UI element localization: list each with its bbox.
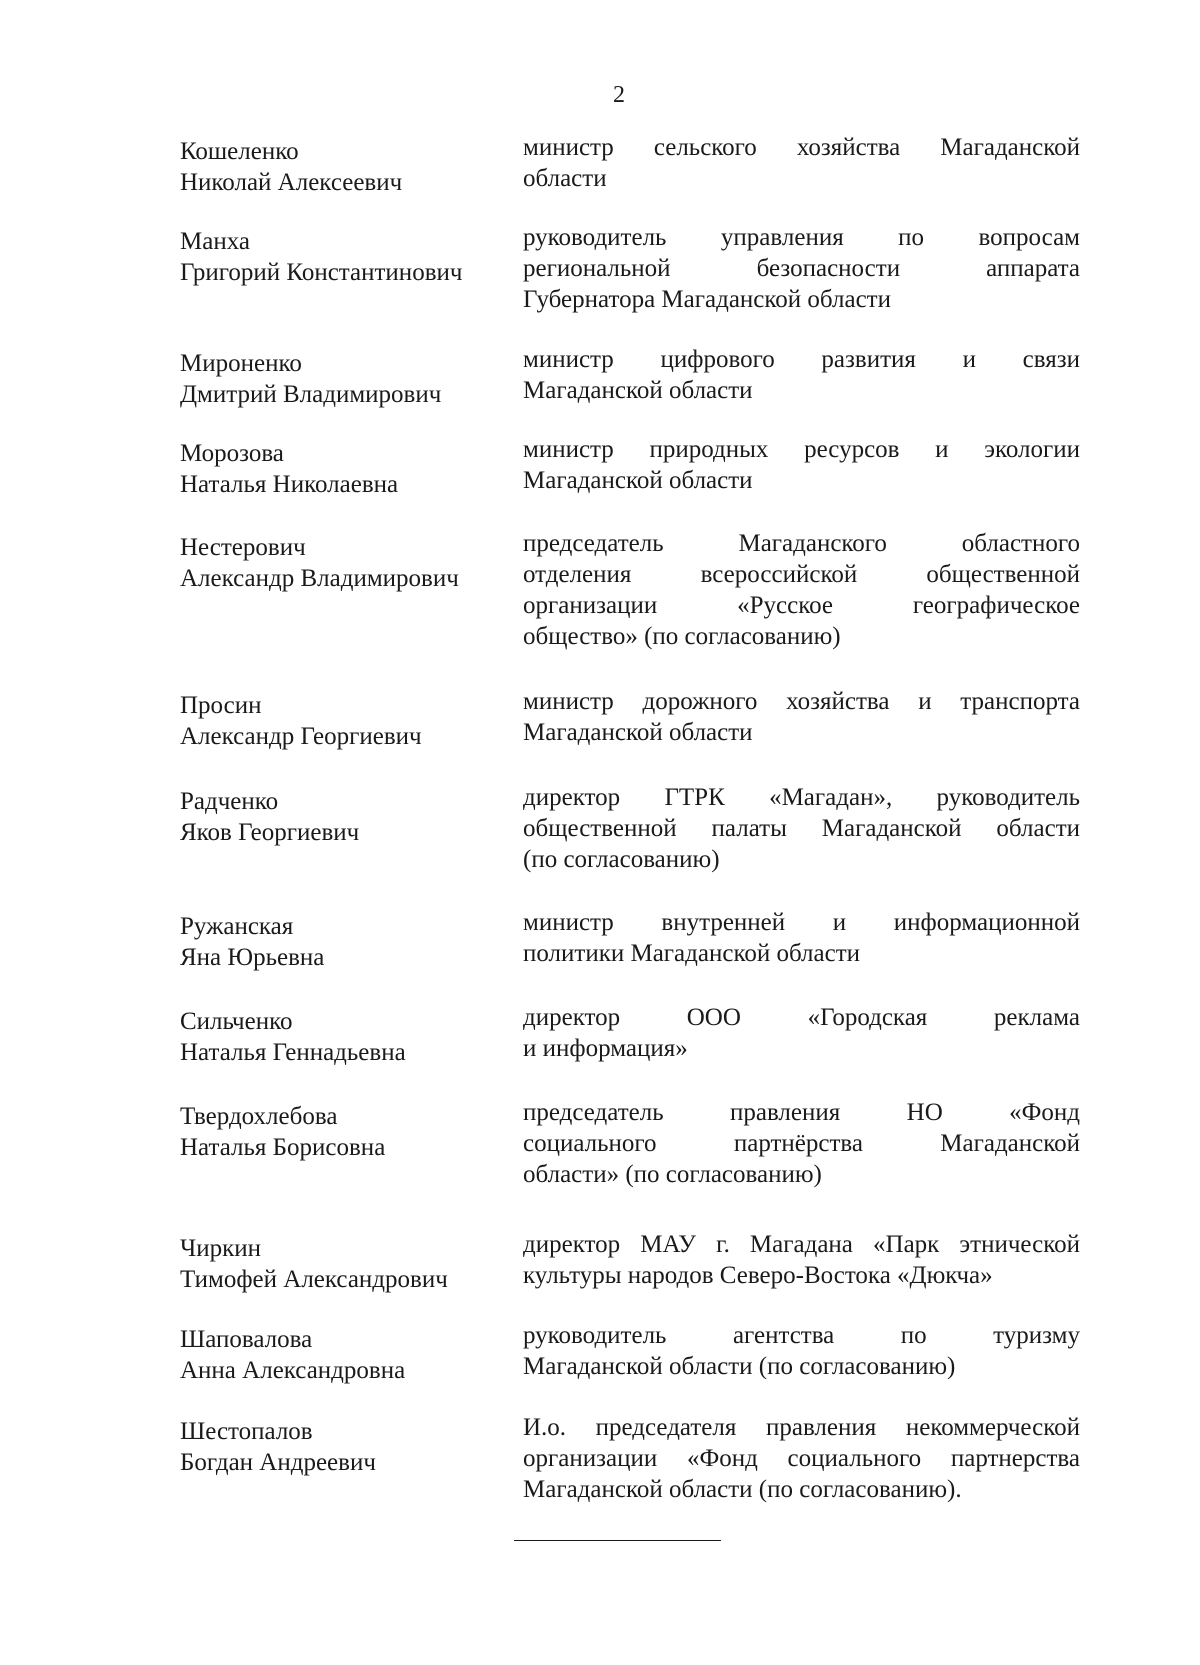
position-line: директор ООО «Городская реклама [523,1004,1080,1031]
member-position [523,528,1080,652]
position-line: министр природных ресурсов и экологии [523,436,1080,463]
member-position [523,1229,1080,1291]
member-surname: Морозова [180,440,284,467]
member-surname: Чиркин [180,1235,262,1262]
member-surname: Нестерович [180,534,306,561]
member-given-name: Тимофей Александрович [180,1266,448,1293]
member-given-name: Николай Алексеевич [180,169,403,196]
member-given-name: Наталья Геннадьевна [180,1039,406,1066]
member-position [523,344,1080,406]
member-surname: Мироненко [180,350,302,377]
position-line: Магаданской области (по согласованию). [523,1476,962,1503]
member-name [180,226,510,288]
member-position [523,1412,1080,1505]
member-position [523,434,1080,496]
member-name [180,532,510,594]
position-line: социального партнёрства Магаданской [523,1130,1080,1157]
page-number: 2 [613,82,625,108]
member-name [180,348,510,410]
member-name [180,690,510,752]
position-line: Магаданской области (по согласованию) [523,1353,956,1380]
member-name [180,1101,510,1163]
member-name [180,786,510,848]
position-line: политики Магаданской области [523,940,861,967]
member-name [180,438,510,500]
member-position [523,1097,1080,1190]
member-given-name: Дмитрий Владимирович [180,381,442,408]
member-position [523,1002,1080,1064]
member-surname: Кошеленко [180,138,299,165]
member-given-name: Богдан Андреевич [180,1449,376,1476]
member-surname: Твердохлебова [180,1103,338,1130]
position-line: региональной безопасности аппарата [523,255,1080,282]
member-name [180,1006,510,1068]
member-position [523,907,1080,969]
position-line: Магаданской области [523,719,753,746]
member-name [180,1324,510,1386]
member-given-name: Наталья Николаевна [180,471,399,498]
position-line: министр дорожного хозяйства и транспорта [523,688,1080,715]
position-line: общественной палаты Магаданской области [523,815,1080,842]
member-given-name: Наталья Борисовна [180,1134,386,1161]
member-name [180,136,510,198]
position-line: (по согласованию) [523,846,720,873]
position-line: директор МАУ г. Магадана «Парк этнической [523,1231,1080,1258]
position-line: директор ГТРК «Магадан», руководитель [523,784,1080,811]
position-line: Магаданской области [523,377,753,404]
member-name [180,1416,510,1478]
member-surname: Манха [180,228,250,255]
member-given-name: Григорий Константинович [180,259,463,286]
position-line: руководитель агентства по туризму [523,1322,1080,1349]
position-line: организации «Фонд социального партнерства [523,1445,1080,1472]
position-line: министр сельского хозяйства Магаданской [523,134,1080,161]
member-given-name: Яна Юрьевна [180,944,325,971]
member-position [523,782,1080,875]
member-name [180,1233,510,1295]
member-surname: Шестопалов [180,1418,313,1445]
position-line: организации «Русское географическое [523,592,1080,619]
position-line: И.о. председателя правления некоммерческой [523,1414,1080,1441]
member-surname: Радченко [180,788,279,815]
member-surname: Просин [180,692,262,719]
member-position [523,222,1080,315]
member-position [523,686,1080,748]
position-line: руководитель управления по вопросам [523,224,1080,251]
member-name [180,911,510,973]
member-surname: Шаповалова [180,1326,313,1353]
member-given-name: Александр Владимирович [180,565,459,592]
member-position [523,1320,1080,1382]
position-line: министр внутренней и информационной [523,909,1080,936]
position-line: и информация» [523,1035,688,1062]
member-surname: Сильченко [180,1008,293,1035]
closing-rule [514,1540,721,1541]
position-line: отделения всероссийской общественной [523,561,1080,588]
position-line: председатель правления НО «Фонд [523,1099,1080,1126]
position-line: Губернатора Магаданской области [523,286,891,313]
position-line: министр цифрового развития и связи [523,346,1080,373]
member-given-name: Яков Георгиевич [180,819,360,846]
position-line: культуры народов Северо-Востока «Дюкча» [523,1262,993,1289]
member-surname: Ружанская [180,913,294,940]
position-line: председатель Магаданского областного [523,530,1080,557]
position-line: общество» (по согласованию) [523,623,841,650]
member-given-name: Анна Александровна [180,1357,406,1384]
member-given-name: Александр Георгиевич [180,723,422,750]
position-line: Магаданской области [523,467,753,494]
member-position [523,132,1080,194]
position-line: области» (по согласованию) [523,1161,822,1188]
position-line: области [523,165,607,192]
